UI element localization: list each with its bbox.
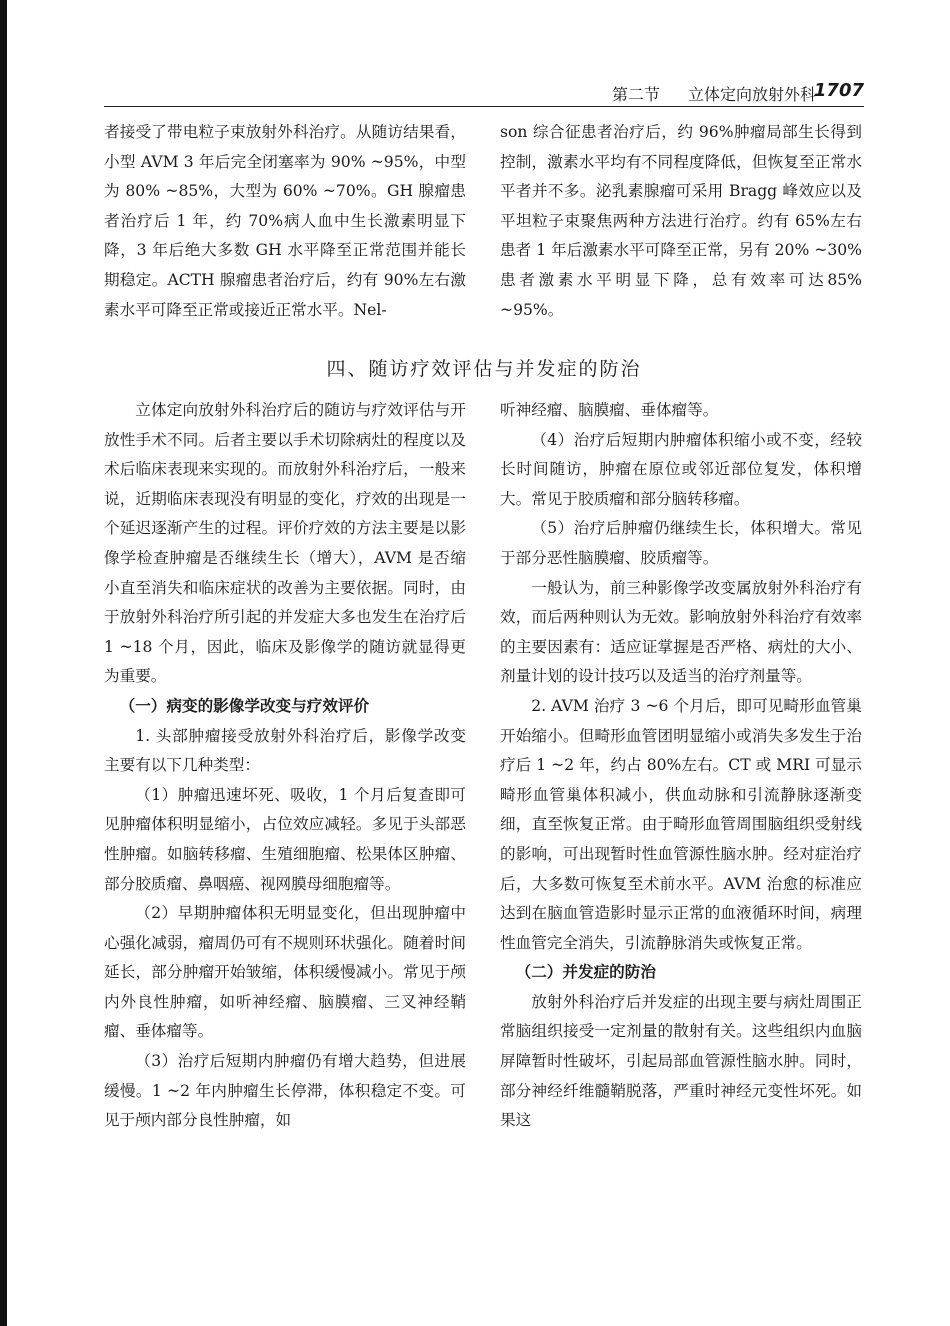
header-section: 第二节 <box>611 85 660 104</box>
bottom-left-column <box>104 396 466 1136</box>
paragraph: （4）治疗后短期内肿瘤体积缩小或不变，经较长时间随访，肿瘤在原位或邻近部位复发，体积增大。常见于胶质瘤和部分脑转移瘤。 <box>500 430 862 508</box>
paragraph: （3）治疗后短期内肿瘤仍有增大趋势，但进展缓慢。1 ~2 年内肿瘤生长停滞，体积稳定不变。可见于颅内部分良性肿瘤，如 <box>104 1052 466 1130</box>
paragraph: 一般认为，前三种影像学改变属放射外科治疗有效，而后两种则认为无效。影响放射外科治疗有效率的主要因素有：适应证掌握是否严格、病灶的大小、剂量计划的设计技巧以及适当的治疗剂量等。 <box>500 578 862 686</box>
paragraph: 1. 头部肿瘤接受放射外科治疗后，影像学改变主要有以下几种类型： <box>104 726 466 775</box>
subheading-complications: （二）并发症的防治 <box>515 963 656 982</box>
paragraph: 2. AVM 治疗 3 ~6 个月后，即可见畸形血管巢开始缩小。但畸形血管团明显缩小或消失多发生于治疗后 1 ~2 年，约占 80%左右。CT 或 MRI 可显示畸形血管巢体积减小，供血动脉和引流静脉逐渐变细，直至恢复正常。由于畸形血管周围脑组织受射线的影响，可出现暂时性血管源性脑水肿。经对症治疗后，大多数可恢复至术前水平。AVM 治愈的标准应达到在脑血管造影时显示正常的血液循环时间，病理性血管完全消失，引流静脉消失或恢复正常。 <box>500 696 862 952</box>
running-header <box>104 76 864 107</box>
section-heading: 四、随访疗效评估与并发症的防治 <box>326 358 642 380</box>
paragraph: （5）治疗后肿瘤仍继续生长，体积增大。常见于部分恶性脑膜瘤、胶质瘤等。 <box>500 519 862 567</box>
paragraph: （2）早期肿瘤体积无明显变化，但出现肿瘤中心强化减弱，瘤周仍可有不规则环状强化。随着时间延长，部分肿瘤开始皱缩，体积缓慢减小。常见于颅内外良性肿瘤，如听神经瘤、脑膜瘤、三叉神经鞘瘤、垂体瘤等。 <box>104 904 466 1041</box>
paragraph: 立体定向放射外科治疗后的随访与疗效评估与开放性手术不同。后者主要以手术切除病灶的程度以及术后临床表现来实现的。而放射外科治疗后，一般来说，近期临床表现没有明显的变化，疗效的出现是一个延迟逐渐产生的过程。评价疗效的方法主要是以影像学检查肿瘤是否继续生长（增大），AVM 是否缩小直至消失和临床症状的改善为主要依据。同时，由于放射外科治疗所引起的并发症大多也发生在治疗后 1 ~18 个月，因此，临床及影像学的随访就显得更为重要。 <box>104 401 466 686</box>
paragraph: 放射外科治疗后并发症的出现主要与病灶周围正常脑组织接受一定剂量的散射有关。这些组织内血脑屏障暂时性破坏，引起局部血管源性脑水肿。同时，部分神经纤维髓鞘脱落，严重时神经元变性坏死。如果这 <box>500 992 862 1130</box>
header-subject: 立体定向放射外科 <box>687 85 816 104</box>
paragraph: son 综合征患者治疗后，约 96%肿瘤局部生长得到控制，激素水平均有不同程度降低，但恢复至正常水平者并不多。泌乳素腺瘤可采用 Bragg 峰效应以及平坦粒子束聚焦两种方法进行治疗。约有 65%左右患者 1 年后激素水平可降至正常，另有 20% ~30%患者激素水平明显下降，总有效率可达85% ~95%。 <box>500 123 862 319</box>
page-edge-mark <box>0 0 7 1326</box>
bottom-right-column <box>500 396 862 1136</box>
top-right-column <box>500 118 862 325</box>
subheading-imaging: （一）病变的影像学改变与疗效评价 <box>119 696 370 715</box>
paragraph: 者接受了带电粒子束放射外科治疗。从随访结果看，小型 AVM 3 年后完全闭塞率为 90% ~95%，中型为 80% ~85%，大型为 60% ~70%。GH 腺瘤患者治疗后 1 年，约 70%病人血中生长激素明显下降，3 年后绝大多数 GH 水平降至正常范围并能长期稳定。ACTH 腺瘤患者治疗后，约有 90%左右激素水平可降至正常或接近正常水平。Nel- <box>104 123 466 319</box>
page-number: 1707 <box>813 80 864 101</box>
paragraph: 听神经瘤、脑膜瘤、垂体瘤等。 <box>500 401 719 419</box>
top-left-column <box>104 118 466 325</box>
paragraph: （1）肿瘤迅速坏死、吸收，1 个月后复查即可见肿瘤体积明显缩小，占位效应减轻。多见于头部恶性肿瘤。如脑转移瘤、生殖细胞瘤、松果体区肿瘤、部分胶质瘤、鼻咽癌、视网膜母细胞瘤等。 <box>104 785 466 893</box>
